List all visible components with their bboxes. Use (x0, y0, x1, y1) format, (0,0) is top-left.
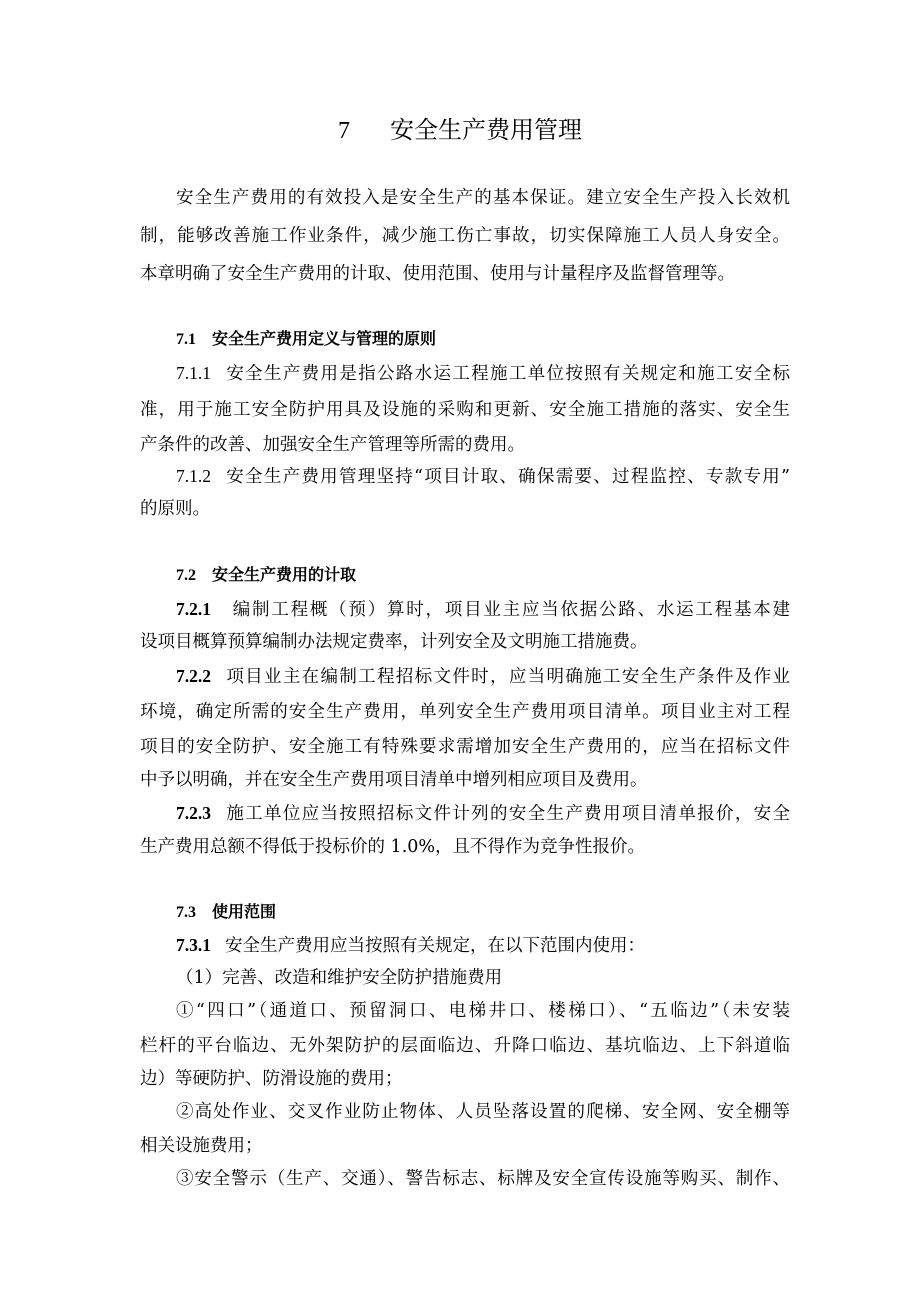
chapter-title (0, 112, 920, 149)
chapter-number: 7 (338, 118, 350, 144)
clause-7-1-1-line-1 (176, 361, 790, 386)
clause-7-2-1-line-1 (176, 597, 790, 622)
clause-7-2-1-line-2: 设项目概算预算编制办法规定费率，计列安全及文明施工措施费。 (140, 632, 648, 652)
clause-7-2-3-line-1 (176, 801, 790, 826)
clause-text: 编制工程概（预）算时，项目业主应当依据公路、水运工程基本建 (231, 600, 790, 620)
section-title: 使用范围 (212, 902, 277, 921)
section-number: 7.1 (176, 331, 196, 348)
clause-7-3-1-line-1 (176, 933, 790, 958)
section-7-3-heading (176, 900, 790, 925)
clause-7-1-2-line-2: 的原则。 (140, 499, 210, 519)
clause-text: 安全生产费用管理坚持“项目计取、确保需要、过程监控、专款专用” (225, 467, 790, 487)
list-item-3-line-1: ②高处作业、交叉作业防止物体、人员坠落设置的爬梯、安全网、安全棚等 (176, 1102, 790, 1122)
clause-number: 7.2.1 (176, 599, 211, 619)
clause-text: 安全生产费用应当按照有关规定，在以下范围内使用： (225, 936, 645, 956)
clause-7-1-2-line-1 (176, 464, 790, 489)
section-number: 7.3 (176, 904, 196, 921)
clause-7-1-1-line-3: 产条件的改善、加强安全生产管理等所需的费用。 (140, 435, 525, 455)
list-item-2-line-3: 边）等硬防护、防滑设施的费用； (140, 1069, 403, 1089)
clause-number: 7.1.1 (176, 363, 211, 383)
section-number: 7.2 (176, 567, 196, 584)
intro-line-1: 安全生产费用的有效投入是安全生产的基本保证。建立安全生产投入长效机 (176, 188, 790, 208)
intro-line-2: 制，能够改善施工作业条件，减少施工伤亡事故，切实保障施工人员人身安全。 (140, 226, 790, 246)
section-title: 安全生产费用定义与管理的原则 (212, 329, 437, 348)
clause-text: 安全生产费用是指公路水运工程施工单位按照有关规定和施工安全标 (225, 364, 790, 384)
clause-number: 7.3.1 (176, 935, 211, 955)
intro-line-3: 本章明确了安全生产费用的计取、使用范围、使用与计量程序及监督管理等。 (140, 264, 735, 284)
section-7-1-heading (176, 327, 790, 352)
list-item-2-line-1: ①“四口”（通道口、预留洞口、电梯井口、楼梯口）、“五临边”（未安装 (176, 1001, 790, 1021)
clause-7-2-2-line-4: 中予以明确，并在安全生产费用项目清单中增列相应项目及费用。 (140, 770, 648, 790)
clause-7-2-2-line-3: 项目的安全防护、安全施工有特殊要求需增加安全生产费用的，应当在招标文件 (140, 737, 790, 757)
list-item-4-line-1: ③安全警示（生产、交通）、警告标志、标牌及安全宣传设施等购买、制作、 (176, 1169, 790, 1189)
clause-text: 施工单位应当按照招标文件计列的安全生产费用项目清单报价，安全 (225, 804, 790, 824)
section-7-2-heading (176, 563, 790, 588)
section-title: 安全生产费用的计取 (212, 565, 357, 584)
clause-number: 7.2.2 (176, 666, 211, 686)
clause-number: 7.2.3 (176, 803, 211, 823)
list-item-1: （1）完善、改造和维护安全防护措施费用 (176, 968, 503, 988)
clause-7-2-3-line-2: 生产费用总额不得低于投标价的 1.0%，且不得作为竞争性报价。 (140, 837, 646, 857)
clause-text: 项目业主在编制工程招标文件时，应当明确施工安全生产条件及作业 (225, 667, 790, 687)
chapter-title-text: 安全生产费用管理 (390, 116, 582, 144)
clause-7-1-1-line-2: 准，用于施工安全防护用具及设施的采购和更新、安全施工措施的落实、安全生 (140, 400, 790, 420)
list-item-2-line-2: 栏杆的平台临边、无外架防护的层面临边、升降口临边、基坑临边、上下斜道临 (140, 1036, 790, 1056)
clause-7-2-2-line-1 (176, 664, 790, 689)
clause-number: 7.1.2 (176, 466, 211, 486)
list-item-3-line-2: 相关设施费用； (140, 1136, 263, 1156)
clause-7-2-2-line-2: 环境，确定所需的安全生产费用，单列安全生产费用项目清单。项目业主对工程 (140, 702, 790, 722)
